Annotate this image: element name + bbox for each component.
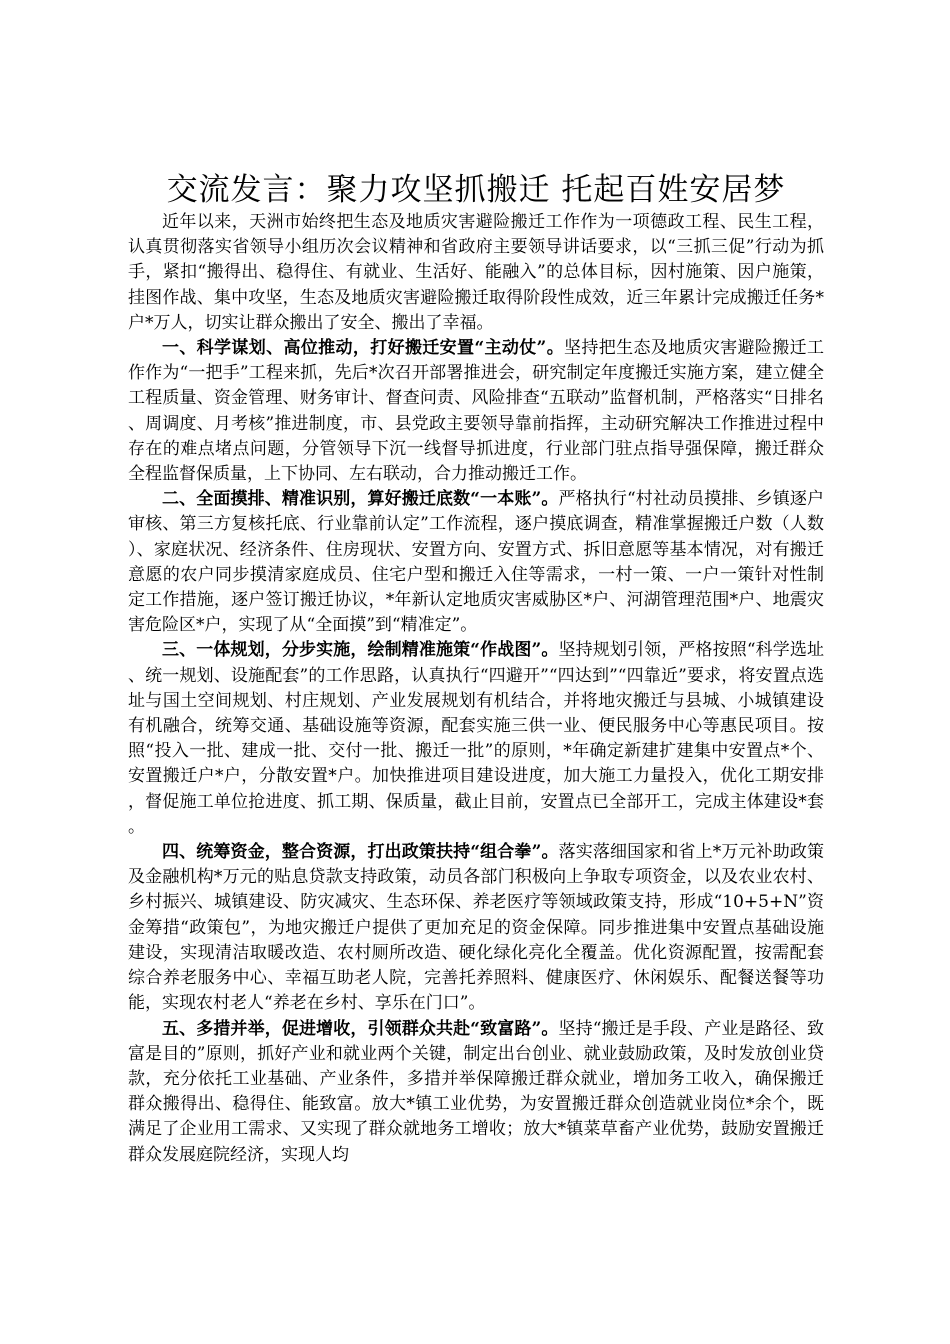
section-5-paragraph: [128, 1017, 824, 1168]
section-2-body: 严格执行“村社动员摸排、乡镇逐户审核、第三方复核托底、行业靠前认定”工作流程，逐户摸底调查，精准掌握搬迁户数（人数）、家庭状况、经济条件、住房现状、安置方向、安置方式、拆旧意愿等基本情况，对有搬迁意愿的农户同步摸清家庭成员、住宅户型和搬迁入住等需求，一村一策、一户一策针对性制定工作措施，逐户签订搬迁协议，*年新认定地质灾害威胁区*户、河湖管理范围*户、地震灾害危险区*户，实现了从“全面摸”到“精准定”。: [128, 489, 824, 636]
section-2-paragraph: [128, 487, 824, 638]
document-page: [128, 170, 824, 1168]
section-2-heading: 二、全面摸排、精准识别，算好搬迁底数“一本账”。: [162, 489, 559, 510]
section-3-paragraph: [128, 638, 824, 840]
section-1-body: 坚持把生态及地质灾害避险搬迁工作作为“一把手”工程来抓，先后*次召开部署推进会，研究制定年度搬迁实施方案，建立健全工程质量、资金管理、财务审计、督查问责、风险排查“五联动”监督机制，严格落实“日排名、周调度、月考核”推进制度，市、县党政主要领导靠前指挥，主动研究解决工作推进过程中存在的难点堵点问题，分管领导下沉一线督导抓进度，行业部门驻点指导强保障，搬迁群众全程监督保质量，上下协同、左右联动，合力推动搬迁工作。: [128, 338, 824, 485]
intro-paragraph: 近年以来，天洲市始终把生态及地质灾害避险搬迁工作作为一项德政工程、民生工程，认真贯彻落实省领导小组历次会议精神和省政府主要领导讲话要求，以“三抓三促”行动为抓手，紧扣“搬得出、稳得住、有就业、生活好、能融入”的总体目标，因村施策、因户施策，挂图作战、集中攻坚，生态及地质灾害避险搬迁取得阶段性成效，近三年累计完成搬迁任务*户*万人，切实让群众搬出了安全、搬出了幸福。: [128, 212, 824, 333]
section-5-heading: 五、多措并举，促进增收，引领群众共赴“致富路”。: [162, 1018, 559, 1039]
section-3-heading: 三、一体规划，分步实施，绘制精准施策“作战图”。: [162, 640, 559, 661]
document-title: 交流发言：聚力攻坚抓搬迁 托起百姓安居梦: [166, 172, 786, 208]
section-5-body: 坚持“搬迁是手段、产业是路径、致富是目的”原则，抓好产业和就业两个关键，制定出台创业、就业鼓励政策，及时发放创业贷款，充分依托工业基础、产业条件，多措并举保障搬迁群众就业，增加务工收入，确保搬迁群众搬得出、稳得住、能致富。放大*镇工业优势，为安置搬迁群众创造就业岗位*余个，既满足了企业用工需求、又实现了群众就地务工增收；放大*镇菜草畜产业优势，鼓励安置搬迁群众发展庭院经济，实现人均: [128, 1018, 824, 1165]
section-4-paragraph: [128, 840, 824, 1016]
section-4-body: 落实落细国家和省上*万元补助政策及金融机构*万元的贴息贷款支持政策，动员各部门积极向上争取专项资金，以及农业农村、乡村振兴、城镇建设、防灾减灾、生态环保、养老医疗等领域政策支持，形成“10+5+N”资金筹措“政策包”，为地灾搬迁户提供了更加充足的资金保障。同步推进集中安置点基础设施建设，实现清洁取暖改造、农村厕所改造、硬化绿化亮化全覆盖。优化资源配置，按需配套综合养老服务中心、幸福互助老人院，完善托养照料、健康医疗、休闲娱乐、配餐送餐等功能，实现农村老人“养老在乡村、享乐在门口”。: [128, 842, 825, 1014]
section-4-heading: 四、统筹资金，整合资源，打出政策扶持“组合拳”。: [162, 842, 559, 863]
section-1-heading: 一、科学谋划、高位推动，打好搬迁安置“主动仗”。: [162, 338, 565, 359]
section-1-paragraph: [128, 336, 824, 487]
section-3-body: 坚持规划引领，严格按照“科学选址、统一规划、设施配套”的工作思路，认真执行“四避开”“四达到”“四靠近”要求，将安置点选址与国土空间规划、村庄规划、产业发展规划有机结合，并将地灾搬迁与县城、小城镇建设有机融合，统筹交通、基础设施等资源，配套实施三供一业、便民服务中心等惠民项目。按照“投入一批、建成一批、交付一批、搬迁一批”的原则，*年确定新建扩建集中安置点*个、安置搬迁户*户，分散安置*户。加快推进项目建设进度，加大施工力量投入，优化工期安排，督促施工单位抢进度、抓工期、保质量，截止目前，安置点已全部开工，完成主体建设*套。: [128, 640, 824, 837]
